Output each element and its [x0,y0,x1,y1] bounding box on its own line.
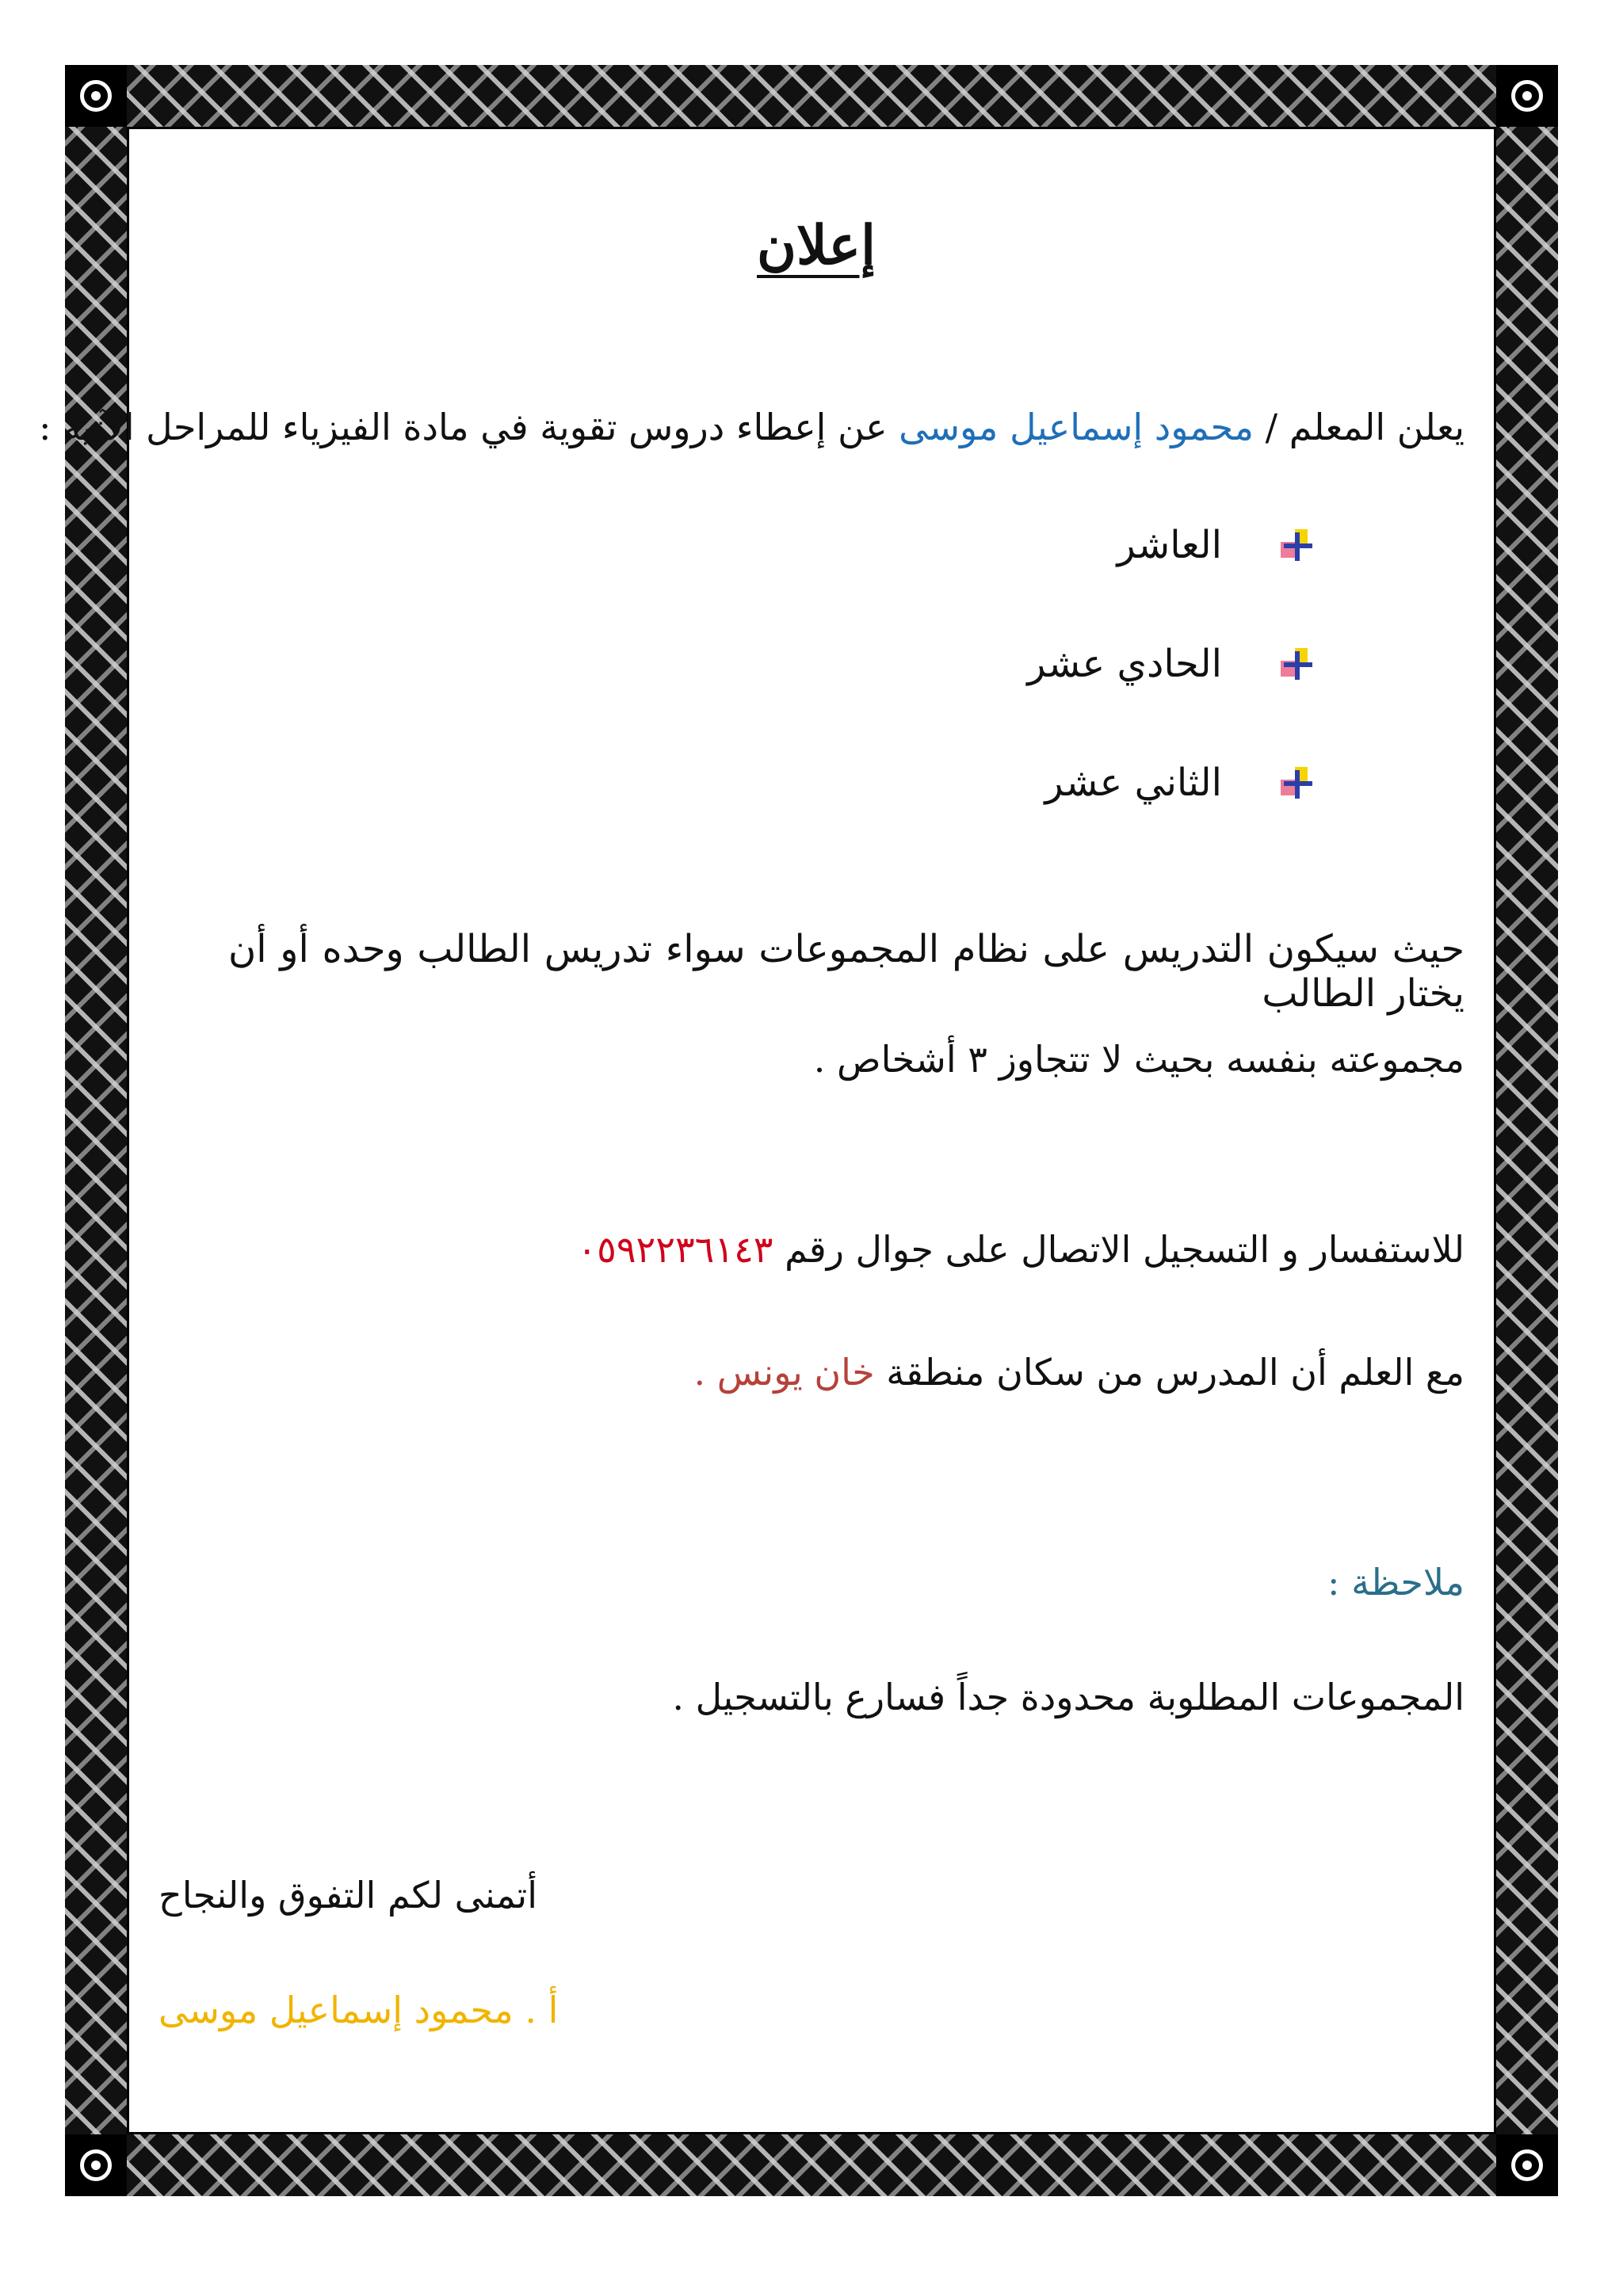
corner-ornament-icon [65,2134,127,2196]
stage-label: الحادي عشر [1027,642,1222,686]
stage-item [1044,761,1316,805]
bullet-icon [1277,645,1316,683]
intro-suffix: عن إعطاء دروس تقوية في مادة الفيزياء للمراحل الآتية : [39,406,899,448]
corner-ornament-icon [1496,2134,1558,2196]
title-text: إعلان [757,214,876,277]
border-top [65,65,1558,127]
border-right [1496,65,1558,2196]
teaching-line-2: مجموعته بنفسه بحيث لا تتجاوز ٣ أشخاص . [813,1038,1465,1081]
closing-wish: أتمنى لكم التفوق والنجاح [158,1874,537,1917]
intro-prefix: يعلن المعلم / [1253,406,1465,448]
corner-ornament-icon [1496,65,1558,127]
intro-line [39,406,1465,448]
note-text: المجموعات المطلوبة محدودة جداً فسارع بالتسجيل . [672,1676,1465,1718]
location-text: مع العلم أن المدرس من سكان منطقة [874,1351,1465,1394]
area-name: خان يونس [716,1351,875,1394]
location-line [694,1351,1465,1394]
teacher-name: محمود إسماعيل موسى [899,406,1254,448]
note-label: ملاحظة : [1327,1561,1465,1604]
corner-ornament-icon [65,65,127,127]
phone-number: ٠٥٩٢٢٣٦١٤٣ [577,1228,773,1271]
announcement-body [39,127,1474,2131]
stage-label: الثاني عشر [1044,761,1222,805]
signature: أ . محمود إسماعيل موسى [158,1989,559,2031]
stage-item [1027,642,1316,686]
teaching-line-1: حيث سيكون التدريس على نظام المجموعات سواء تدريس الطالب وحده أو أن يختار الطالب [228,927,1465,1016]
bullet-icon [1277,764,1316,802]
stage-item [1117,523,1316,567]
contact-line [577,1228,1465,1271]
stage-label: العاشر [1117,523,1222,567]
page-title [158,214,1474,277]
border-left [65,65,127,2196]
bullet-icon [1277,526,1316,564]
border-bottom [65,2134,1558,2196]
contact-text: للاستفسار و التسجيل الاتصال على جوال رقم [773,1228,1465,1271]
location-end: . [693,1351,717,1394]
